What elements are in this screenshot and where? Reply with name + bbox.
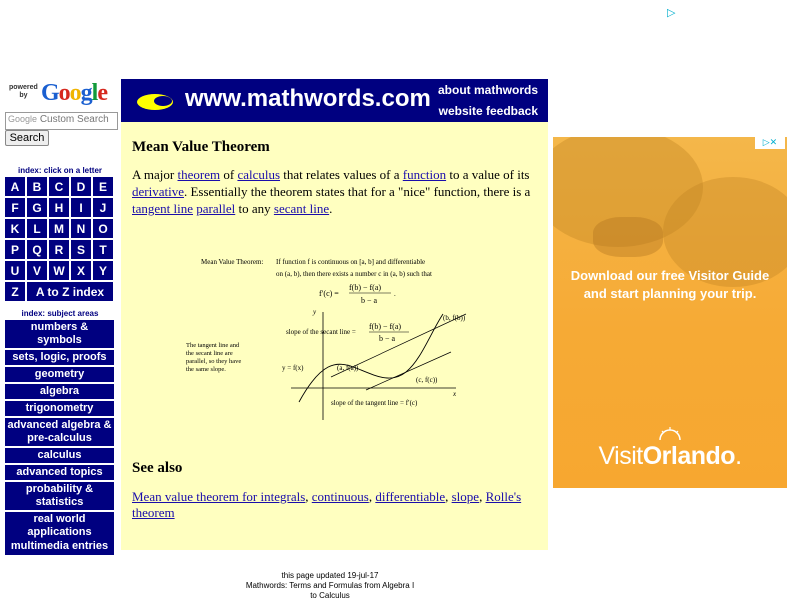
subject-advanced-algebra[interactable]: advanced algebra & pre-calculus [5, 418, 114, 446]
fraction-bottom: b − a [361, 296, 378, 305]
letter-d[interactable]: D [71, 177, 91, 196]
see-also-rolles-theorem-link[interactable]: Rolle's theorem [132, 489, 522, 520]
x-axis-label: x [453, 390, 457, 398]
site-title[interactable]: www.mathwords.com [185, 85, 431, 112]
secant-frac-top: f(b) − f(a) [369, 322, 402, 331]
letter-index [5, 177, 115, 301]
mean-value-theorem-diagram [181, 252, 491, 422]
letter-q[interactable]: Q [27, 240, 47, 259]
see-also-links [132, 489, 532, 521]
letter-c[interactable]: C [49, 177, 69, 196]
subjects-heading: index: subject areas [21, 309, 99, 318]
letter-y[interactable]: Y [93, 261, 113, 280]
google-logo [5, 80, 115, 112]
letter-x[interactable]: X [71, 261, 91, 280]
site-banner [121, 79, 548, 122]
def-text-8: . [329, 201, 333, 216]
letter-u[interactable]: U [5, 261, 25, 280]
subject-probability-statistics[interactable]: probability & statistics [5, 482, 114, 510]
parallel-link[interactable]: parallel [196, 201, 236, 216]
letter-f[interactable]: F [5, 198, 25, 217]
adchoices-icon[interactable]: ▷ [667, 6, 676, 19]
subject-list [5, 320, 114, 542]
note-line-4: the same slope. [186, 366, 226, 373]
fprime-c-label: f′(c) = [319, 289, 339, 298]
point-b-label: (b, f(b)) [443, 314, 466, 322]
theorem-link[interactable]: theorem [177, 167, 221, 182]
letter-m[interactable]: M [49, 219, 69, 238]
footer-title-2: to Calculus [310, 591, 350, 600]
see-also-separator: , [479, 489, 486, 504]
google-wordmark: Google [41, 80, 107, 106]
ad-tagline [553, 267, 787, 303]
sun-icon [658, 427, 682, 441]
calculus-link[interactable]: calculus [237, 167, 281, 182]
tangent-line-link[interactable]: tangent line [132, 201, 194, 216]
search-google-prefix: Google [8, 114, 38, 124]
subject-trigonometry[interactable]: trigonometry [5, 401, 114, 416]
letter-l[interactable]: L [27, 219, 47, 238]
letter-j[interactable]: J [93, 198, 113, 217]
search-button[interactable]: Search [5, 130, 49, 146]
def-text-1: A major [132, 167, 178, 182]
see-also-continuous-link[interactable]: continuous [311, 489, 369, 504]
subject-geometry[interactable]: geometry [5, 367, 114, 382]
fraction-period: . [394, 290, 396, 298]
y-equals-fx-label: y = f(x) [282, 364, 304, 372]
see-also-differentiable-link[interactable]: differentiable [375, 489, 446, 504]
page-title: Mean Value Theorem [132, 139, 270, 155]
function-link[interactable]: function [402, 167, 447, 182]
a-to-z-index-button[interactable]: A to Z index [27, 282, 113, 301]
ad-photo-shape [593, 217, 663, 257]
point-c-label: (c, f(c)) [416, 376, 438, 384]
visit-orlando-ad[interactable] [553, 137, 787, 488]
subject-algebra[interactable]: algebra [5, 384, 114, 399]
letter-i[interactable]: I [71, 198, 91, 217]
ad-brand-logo [553, 442, 787, 471]
letter-o[interactable]: O [93, 219, 113, 238]
secant-line-link[interactable]: secant line [273, 201, 330, 216]
letter-k[interactable]: K [5, 219, 25, 238]
by-text: by [19, 92, 28, 99]
subject-calculus[interactable]: calculus [5, 448, 114, 463]
subject-numbers-symbols[interactable]: numbers & symbols [5, 320, 114, 348]
footer-updated: this page updated 19-jul-17 [281, 571, 379, 580]
letter-e[interactable]: E [93, 177, 113, 196]
about-mathwords-link[interactable]: about mathwords [437, 83, 538, 97]
subject-real-world[interactable]: real world applications [5, 512, 114, 540]
see-also-slope-link[interactable]: slope [451, 489, 480, 504]
ad-brand-dot: . [735, 442, 742, 470]
footer-title-1: Mathwords: Terms and Formulas from Algebra I [245, 581, 415, 590]
entry-content [121, 122, 548, 550]
figure-statement-1: If function f is continuous on [a, b] and differentiable [276, 258, 426, 266]
fraction-top: f(b) − f(a) [349, 283, 382, 292]
derivative-link[interactable]: derivative [132, 184, 184, 199]
letter-n[interactable]: N [71, 219, 91, 238]
note-line-1: The tangent line and [186, 342, 240, 349]
def-text-3: that relates values of a [280, 167, 403, 182]
letter-a[interactable]: A [5, 177, 25, 196]
def-text-7: to any [235, 201, 274, 216]
see-also-separator: , [305, 489, 312, 504]
ad-brand-orlando: Orlando [642, 442, 736, 470]
letter-z[interactable]: Z [5, 282, 25, 301]
point-a-label: (a, f(a)) [337, 364, 359, 372]
letter-p[interactable]: P [5, 240, 25, 259]
see-also-mvt-integrals-link[interactable]: Mean value theorem for integrals [132, 489, 306, 504]
secant-slope-label: slope of the secant line = [286, 328, 356, 336]
secant-frac-bottom: b − a [379, 334, 396, 343]
figure-statement-2: on (a, b), then there exists a number c in (a, b) such that [276, 270, 432, 278]
tangent-slope-label: slope of the tangent line = f′(c) [331, 399, 418, 407]
see-also-separator: , [445, 489, 452, 504]
letter-v[interactable]: V [27, 261, 47, 280]
see-also-separator: , [368, 489, 376, 504]
letters-heading: index: click on a letter [17, 166, 103, 175]
tangent-line [366, 352, 451, 390]
multimedia-entries-button[interactable]: multimedia entries [5, 538, 114, 555]
def-text-5: . Essentially the theorem states that for a "nice" function, there is a [183, 184, 531, 199]
figure-label: Mean Value Theorem: [201, 258, 264, 266]
powered-text: powered [9, 84, 38, 91]
def-text-2: of [220, 167, 238, 182]
letter-s[interactable]: S [71, 240, 91, 259]
search-input[interactable] [5, 112, 118, 130]
letter-w[interactable]: W [49, 261, 69, 280]
powered-by-label [9, 84, 38, 100]
letter-t[interactable]: T [93, 240, 113, 259]
def-text-4: to a value of its [446, 167, 530, 182]
letter-g[interactable]: G [27, 198, 47, 217]
search-placeholder: Custom Search [39, 114, 109, 125]
website-feedback-link[interactable]: website feedback [438, 104, 538, 118]
letter-b[interactable]: B [27, 177, 47, 196]
letter-r[interactable]: R [49, 240, 69, 259]
subject-advanced-topics[interactable]: advanced topics [5, 465, 114, 480]
adchoices-icon[interactable]: ▷✕ [755, 137, 785, 149]
y-axis-label: y [313, 308, 317, 316]
definition-text [132, 166, 532, 217]
ad-line-1: Download our free Visitor Guide [570, 268, 770, 283]
note-line-3: parallel, so they have [186, 358, 242, 365]
page-footer [230, 571, 430, 601]
ad-brand-visit: Visit [598, 442, 643, 470]
note-line-2: the secant line are [186, 350, 233, 357]
ad-line-2: and start planning your trip. [583, 286, 757, 301]
letter-h[interactable]: H [49, 198, 69, 217]
left-sidebar [5, 80, 115, 112]
subject-sets-logic-proofs[interactable]: sets, logic, proofs [5, 350, 114, 365]
see-also-heading: See also [132, 460, 183, 476]
mathwords-logo-icon [135, 92, 175, 112]
